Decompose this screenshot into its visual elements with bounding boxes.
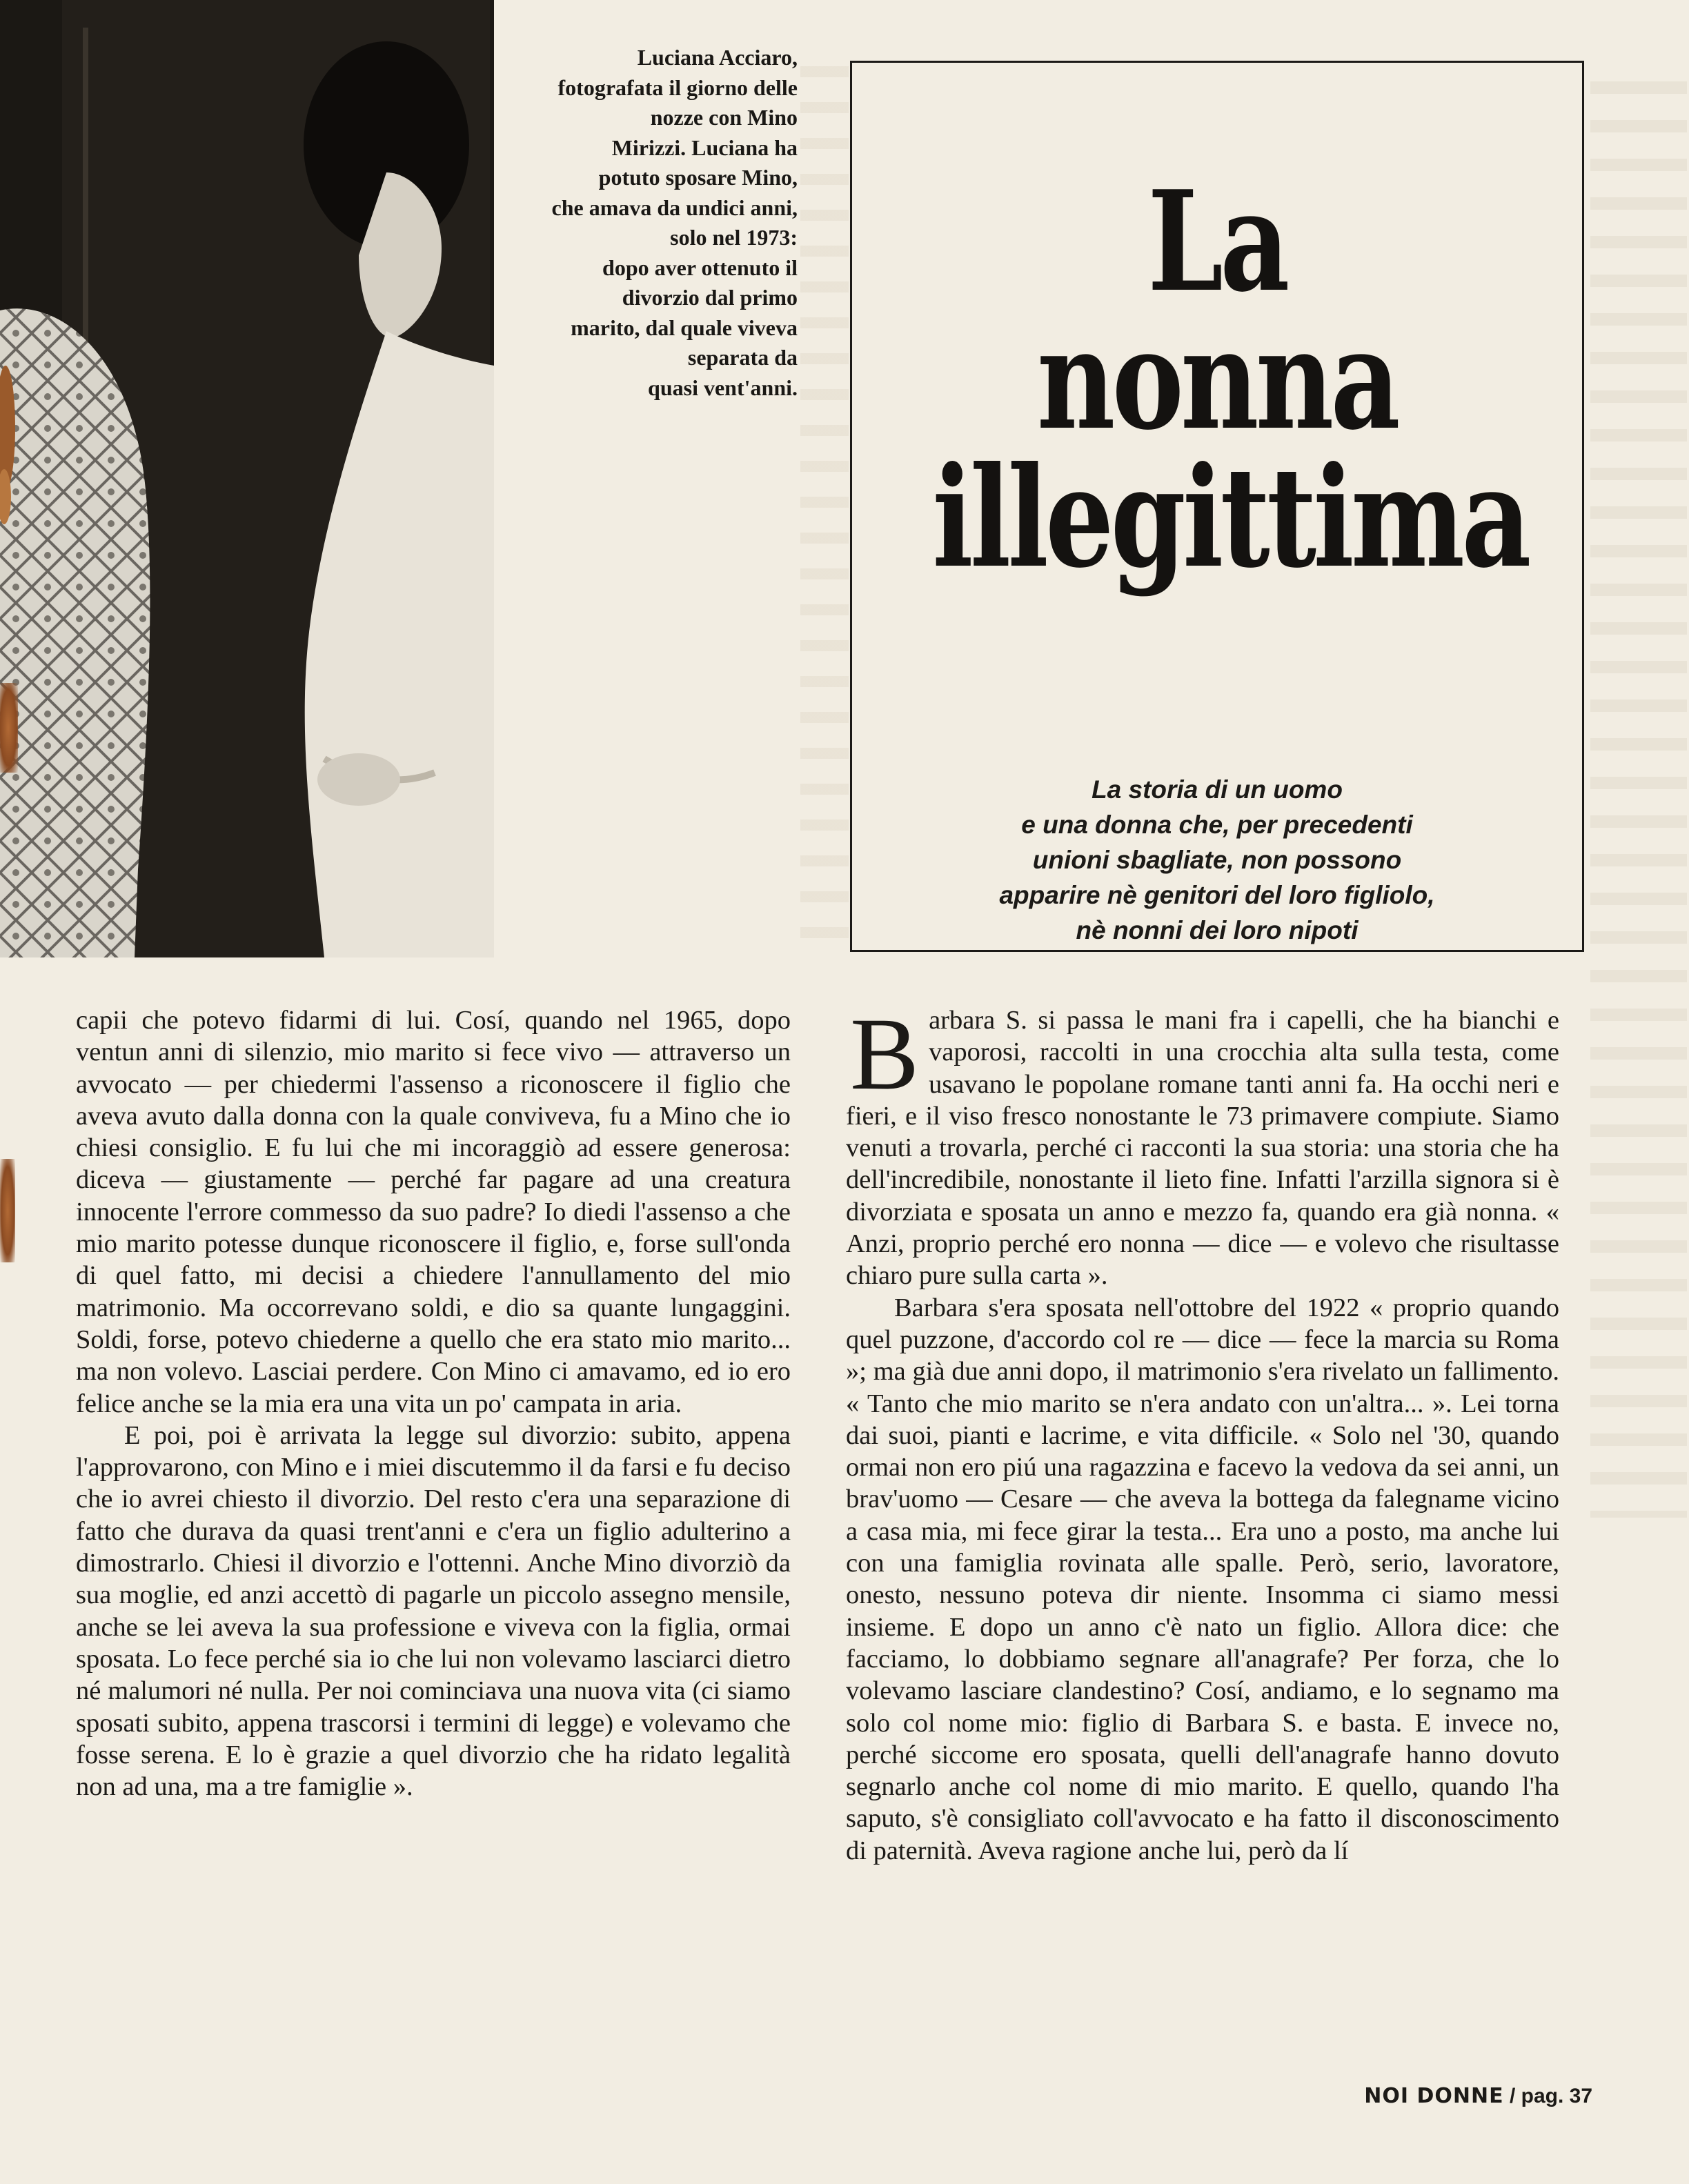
subtitle-line: e una donna che, per precedenti xyxy=(1021,811,1413,839)
headline xyxy=(932,161,1528,599)
caption-line: potuto sposare Mino, xyxy=(598,165,798,190)
magazine-name: NOI DONNE xyxy=(1364,2084,1504,2108)
page-number: pag. 37 xyxy=(1521,2085,1592,2107)
paragraph: E poi, poi è arrivata la legge sul divorzio: subito, appena l'approvarono, con Mino e i miei discutemmo il da farsi e fu deciso che io avrei chiesto il divorzio. Del resto c'era una separazione di fatto che durava da quasi trent'anni e c'era un figlio adulterino a dimostrarlo. Chiesi il divorzio e l'ottenni. Anche Mino divorziò da sua moglie, ed anzi accettò di pagarle un piccolo assegno mensile, anche se lei aveva la sua professione e viveva con la figlia, ormai sposata. Lo fece perché sia io che lui non volevamo lasciarci dietro né malumori né nulla. Per noi cominciava una nuova vita (ci siamo sposati subito, appena trascorsi i termini di legge) e volevamo che fosse serena. E lo è grazie a quel divorzio che ha ridato legalità non ad una, ma a tre famiglie ». xyxy=(76,1420,791,1802)
subtitle xyxy=(852,772,1582,948)
caption-line: Mirizzi. Luciana ha xyxy=(611,135,798,160)
page-footer xyxy=(1364,2084,1592,2108)
headline-line-3: illegittima xyxy=(932,437,1528,599)
caption-line: Luciana Acciaro, xyxy=(637,45,798,70)
paragraph: capii che potevo fidarmi di lui. Cosí, quando nel 1965, dopo ventun anni di silenzio, mio marito si fece vivo — attraverso un avvocato — per chiedermi l'assenso a riconoscere il figlio che aveva avuto dalla donna con la quale conviveva, fu a Mino che io chiesi consiglio. E fu lui che mi incoraggiò ad essere generosa: diceva — giustamente — perché far pagare ad una creatura innocente l'errore commesso da suo padre? Io diedi l'assenso a che mio marito potesse dunque riconoscere il figlio, e, forse sull'onda di quel fatto, mi decisi a chiedere l'annullamento del mio matrimonio. Ma occorrevano soldi, e dio sa quante lungaggini. Soldi, forse, potevo chiederne a quello che era stato mio marito... ma non volevo. Lasciai perdere. Con Mino ci amavamo, ed io ero felice anche se la mia era una vita un po' campata in aria. xyxy=(76,1006,791,1418)
caption-line: quasi vent'anni. xyxy=(648,375,798,400)
footer-separator: / xyxy=(1509,2085,1516,2107)
caption-line: dopo aver ottenuto il xyxy=(602,255,798,280)
article-column-right xyxy=(846,997,1559,1867)
subtitle-line: La storia di un uomo xyxy=(1092,775,1343,804)
caption-line: separata da xyxy=(687,345,798,370)
paper-stain xyxy=(0,1159,15,1262)
caption-line: nozze con Mino xyxy=(650,105,798,130)
headline-box xyxy=(850,61,1584,952)
paper-stain xyxy=(0,683,18,773)
headline-line-1: La xyxy=(1147,161,1287,323)
subtitle-line: apparire nè genitori del loro figliolo, xyxy=(999,881,1435,909)
subtitle-line: unioni sbagliate, non possono xyxy=(1032,846,1402,874)
paragraph-text: arbara S. si passa le mani fra i capelli, che ha bianchi e vaporosi, raccolti in una crocchia alta sulla testa, come usavano le popolane romane tanti anni fa. Ha occhi neri e fieri, e il viso fresco nonostante le 73 primavere compiute. Siamo venuti a trovarla, perché ci racconti la sua storia: una storia che ha dell'incredibile, nonostante il lieto fine. Infatti l'arzilla signora si è divorziata e sposata un anno e mezzo fa, quando era già nonna. « Anzi, proprio perché ero nonna — dice — e volevo che risultasse chiaro pure sulla carta ». xyxy=(846,1006,1559,1291)
paragraph: Barbara s'era sposata nell'ottobre del 1922 « proprio quando quel puzzone, d'accordo col re — dice — fece la marcia su Roma »; ma già due anni dopo, il matrimonio s'era rivelato un fallimento. « Tanto che mio marito se n'era andato con un'altra... ». Lei torna dai suoi, pianti e lacrime, e vita difficile. « Solo nel '30, quando ormai non ero piú una ragazzina e facevo la vedova da sei anni, un brav'uomo — Cesare — che aveva la bottega da falegname vicino a casa mia, mi fece girar la testa... Era uno a posto, ma anche lui con una famiglia rovinata alle spalle. Però, serio, lavoratore, onesto, nessuno poteva dir niente. Insomma ci siamo messi insieme. E dopo un anno c'è nato un figlio. Allora dice: che facciamo, lo dobbiamo segnare all'anagrafe? Per forza, che lo volevamo lasciare clandestino? Cosí, andiamo, e lo segnamo ma solo col nome mio: figlio di Barbara S. e basta. E invece no, perché siccome ero sposata, quelli dell'anagrafe hanno dovuto segnarlo anche col nome di mio marito. E quello, quando l'ha saputo, s'è consigliato coll'avvocato e ha fatto il disconoscimento di paternità. Aveva ragione anche lui, però da lí xyxy=(846,1293,1559,1865)
caption-line: che amava da undici anni, xyxy=(551,195,798,220)
caption-line: fotografata il giorno delle xyxy=(557,75,798,100)
photo-caption xyxy=(494,43,798,403)
paragraph xyxy=(846,997,1559,1292)
caption-line: divorzio dal primo xyxy=(622,285,798,310)
bleed-through-texture xyxy=(800,41,849,959)
wedding-photo xyxy=(0,0,494,957)
caption-line: solo nel 1973: xyxy=(670,225,798,250)
drop-cap: B xyxy=(850,997,920,1111)
bleed-through-texture xyxy=(1590,55,1687,1518)
wedding-photo-illustration xyxy=(0,0,494,957)
headline-line-2: nonna xyxy=(1037,299,1397,461)
article-column-left xyxy=(76,1004,791,1803)
caption-line: marito, dal quale viveva xyxy=(571,315,798,340)
subtitle-line: nè nonni dei loro nipoti xyxy=(1076,916,1359,944)
